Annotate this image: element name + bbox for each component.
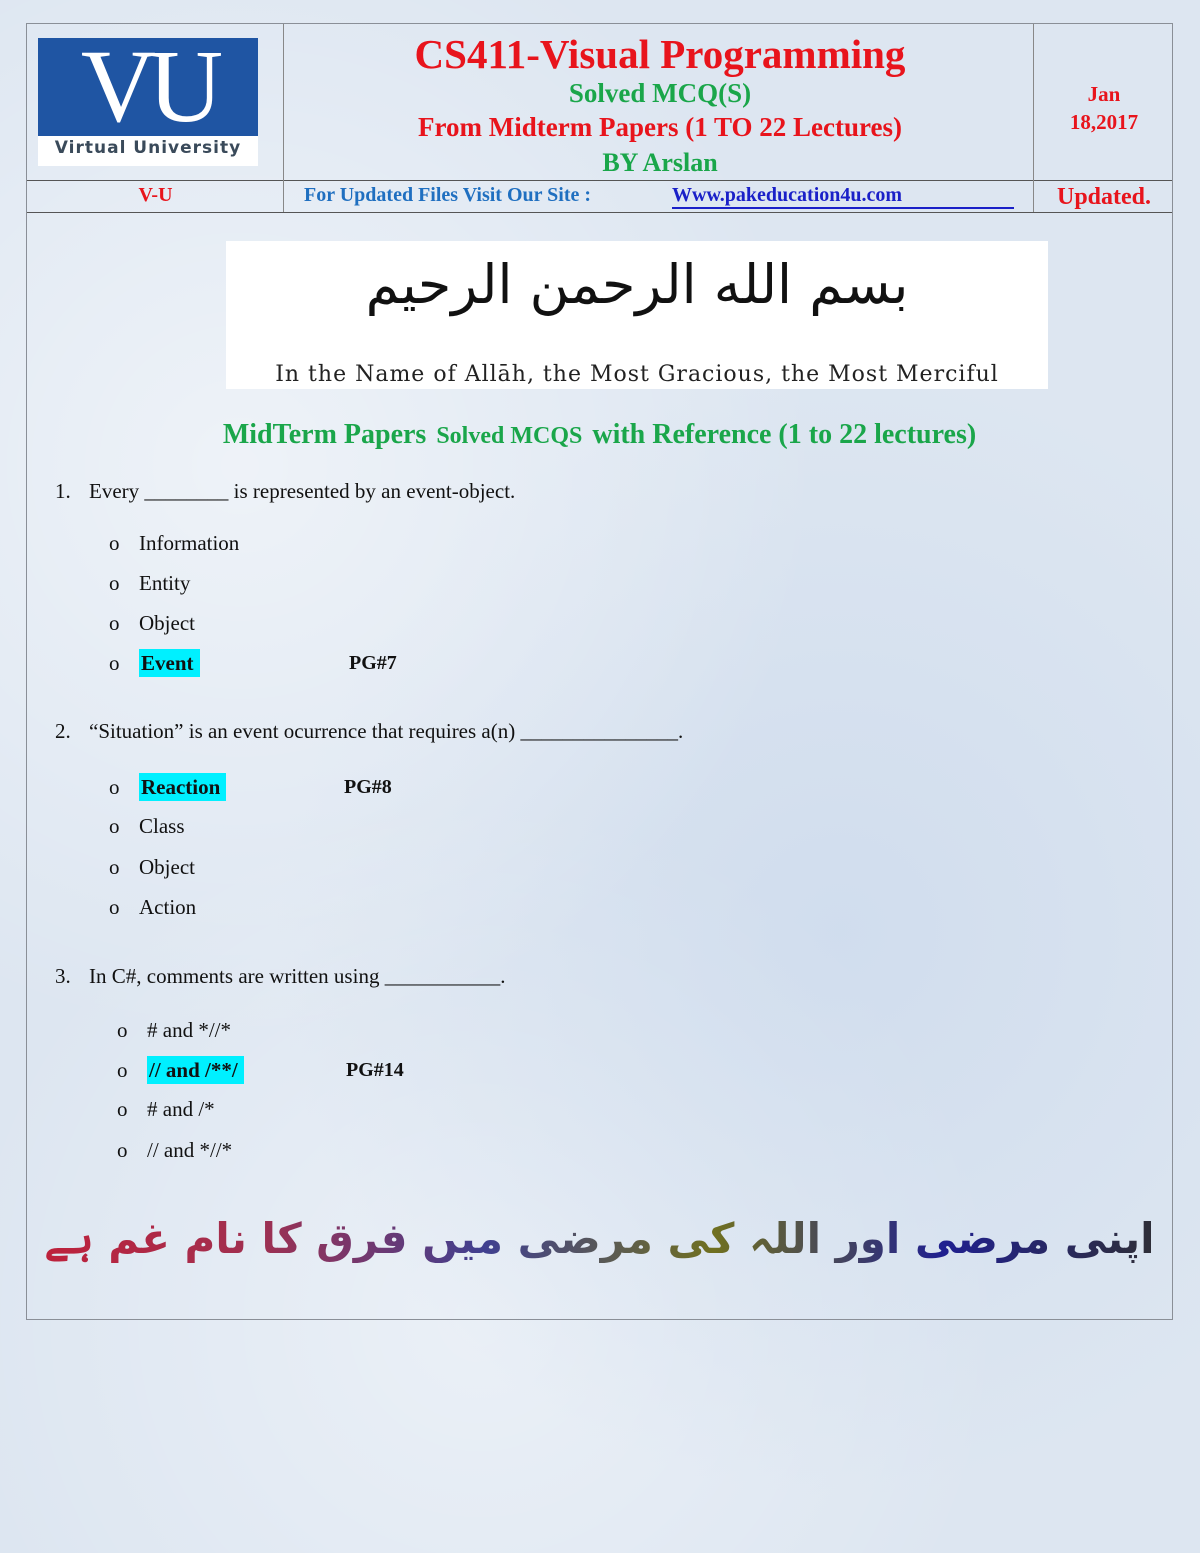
- date: [1034, 80, 1174, 136]
- visit-label: For Updated Files Visit Our Site :: [304, 184, 592, 206]
- vu-logo: [38, 29, 258, 166]
- date-month: Jan: [1087, 82, 1121, 106]
- subtitle: Solved MCQ(S): [568, 78, 752, 108]
- urdu-quote: اپنی مرضی اور اللہ کی مرضی میں فرق کا نام غم ہے: [27, 1214, 1172, 1263]
- logo-caption: Virtual University: [54, 138, 242, 158]
- option-text: Information: [139, 531, 240, 555]
- answer-option: [117, 1058, 244, 1083]
- bullet-icon: o: [109, 651, 120, 675]
- document-title: CS411-Visual Programming: [414, 31, 906, 77]
- document-frame: [26, 23, 1173, 1320]
- answer-option: [109, 814, 185, 839]
- question-number: 3.: [55, 964, 71, 988]
- option-text: # and /*: [147, 1097, 215, 1121]
- bismillah-image: [226, 241, 1048, 389]
- bismillah-english: In the Name of Allāh, the Most Gracious, the Most Merciful: [275, 362, 999, 387]
- question: [55, 479, 515, 504]
- bullet-icon: o: [109, 814, 120, 838]
- lecture-range: From Midterm Papers (1 TO 22 Lectures): [418, 112, 902, 142]
- question-number: 1.: [55, 479, 71, 503]
- heading-part: MidTerm Papers: [222, 419, 427, 450]
- bullet-icon: o: [109, 531, 120, 555]
- answer-option: [109, 571, 190, 596]
- bullet-icon: o: [117, 1138, 128, 1162]
- question-number: 2.: [55, 719, 71, 743]
- section-heading: [27, 419, 1172, 451]
- bismillah-arabic: بسم الله الرحمن الرحيم: [365, 253, 909, 316]
- answer-option: [117, 1018, 231, 1043]
- date-day: 18,2017: [1069, 110, 1139, 134]
- bullet-icon: o: [109, 571, 120, 595]
- question-text: “Situation” is an event ocurrence that requires a(n) _______________.: [89, 719, 684, 743]
- answer-option: [109, 895, 196, 920]
- option-text: Class: [139, 814, 185, 838]
- question-text: Every ________ is represented by an event-object.: [89, 479, 516, 503]
- bullet-icon: o: [109, 775, 120, 799]
- answer-option: [109, 651, 200, 676]
- heading-part: with Reference (1 to 22 lectures): [592, 419, 977, 450]
- correct-answer: Reaction: [139, 773, 226, 801]
- bullet-icon: o: [109, 611, 120, 635]
- option-text: // and *//*: [147, 1138, 233, 1162]
- option-text: Entity: [139, 571, 191, 595]
- bullet-icon: o: [117, 1097, 128, 1121]
- answer-option: [117, 1097, 215, 1122]
- page-reference: PG#14: [346, 1059, 404, 1081]
- answer-option: [109, 531, 239, 556]
- divider: [27, 180, 1172, 181]
- updated-label: Updated.: [1056, 184, 1152, 210]
- question-text: In C#, comments are written using ___________.: [89, 964, 506, 988]
- answer-option: [109, 855, 195, 880]
- option-text: Action: [139, 895, 197, 919]
- option-text: # and *//*: [147, 1018, 231, 1042]
- correct-answer: Event: [139, 649, 200, 677]
- answer-option: [109, 775, 226, 800]
- question: [55, 964, 505, 989]
- page-reference: PG#7: [349, 652, 397, 674]
- page-reference: PG#8: [344, 776, 392, 798]
- author: BY Arslan: [602, 148, 718, 177]
- bullet-icon: o: [109, 855, 120, 879]
- divider: [27, 212, 1172, 213]
- answer-option: [117, 1138, 232, 1163]
- option-text: Object: [139, 611, 195, 635]
- bullet-icon: o: [117, 1018, 128, 1042]
- bullet-icon: o: [117, 1058, 128, 1082]
- option-text: Object: [139, 855, 195, 879]
- vu-label: V-U: [138, 184, 173, 206]
- logo-mark: VU: [38, 38, 258, 136]
- bullet-icon: o: [109, 895, 120, 919]
- heading-part: Solved MCQS: [436, 423, 583, 449]
- site-link[interactable]: Www.pakeducation4u.com: [672, 184, 1014, 209]
- correct-answer: // and /**/: [147, 1056, 244, 1084]
- question: [55, 719, 683, 744]
- answer-option: [109, 611, 195, 636]
